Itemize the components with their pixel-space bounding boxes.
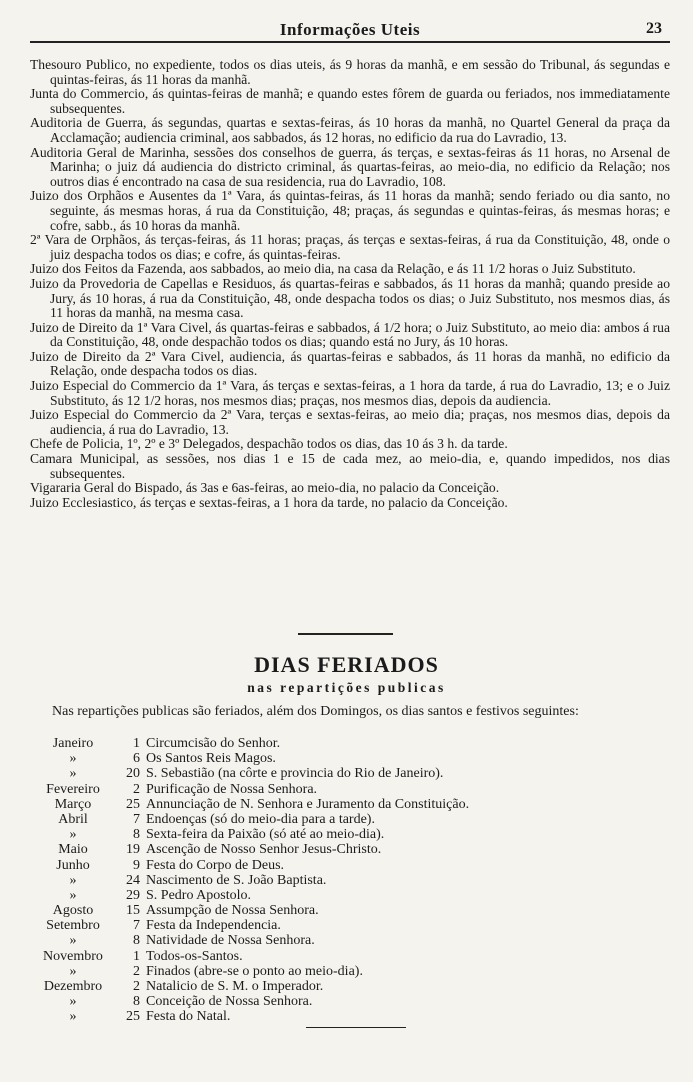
holiday-day: 15 — [126, 903, 140, 919]
holiday-description: Festa do Corpo de Deus. — [146, 857, 285, 873]
holiday-row — [34, 827, 654, 842]
holiday-month: Maio — [58, 842, 88, 858]
header-rule — [30, 41, 670, 43]
holiday-description: S. Sebastião (na côrte e provincia do Rio de Janeiro). — [146, 766, 444, 782]
holiday-month: » — [69, 827, 77, 843]
office-hours-list — [30, 58, 670, 510]
holiday-day: 2 — [133, 963, 140, 979]
holiday-month: Dezembro — [43, 979, 103, 994]
holiday-row — [34, 812, 654, 827]
office-entry: Juizo da Provedoria de Capellas e Residuos, ás quartas-feiras e sabbados, ás 11 horas da manhã; quando preside ao Jury, ás 10 horas, á rua da Constituição, 48, onde despacha todos os dias; o Juiz Substituto, nos mesmos dias, ás 11 horas da manhã, na mesma casa. — [30, 275, 670, 321]
holiday-row — [34, 979, 654, 994]
holiday-day: 2 — [133, 781, 140, 797]
holiday-day: 1 — [133, 948, 140, 964]
holiday-month: Fevereiro — [46, 781, 100, 797]
holiday-day: 9 — [133, 857, 140, 873]
holiday-row — [34, 873, 654, 888]
holiday-description: Assumpção de Nossa Senhora. — [146, 903, 319, 919]
holiday-description: S. Pedro Apostolo. — [146, 887, 252, 903]
holiday-day: 2 — [133, 979, 140, 994]
holiday-description: Natividade de Nossa Senhora. — [146, 933, 315, 949]
holiday-description: Annunciação de N. Senhora e Juramento da Constituição. — [146, 796, 470, 812]
holiday-row — [34, 1009, 654, 1024]
holiday-description: Os Santos Reis Magos. — [146, 751, 276, 767]
holiday-row — [34, 736, 654, 751]
holiday-month: » — [69, 751, 77, 767]
holiday-day: 25 — [126, 1009, 140, 1025]
holiday-row — [34, 933, 654, 948]
holiday-day: 8 — [133, 827, 140, 843]
holiday-row — [34, 797, 654, 812]
holiday-row — [34, 888, 654, 903]
holiday-row — [34, 903, 654, 918]
holiday-day: 8 — [133, 994, 140, 1010]
office-entry: 2ª Vara de Orphãos, ás terças-feiras, ás 11 horas; praças, ás terças e sextas-feiras, á rua da Constituição, 48, onde o juiz despacha todos os dias; e cofre, ás quintas-feiras. — [30, 232, 670, 262]
holiday-month: Agosto — [52, 903, 94, 919]
page-number: 23 — [646, 20, 662, 37]
holiday-row — [34, 964, 654, 979]
holiday-description: Sexta-feira da Paixão (só até ao meio-dia). — [146, 827, 385, 843]
holiday-day: 20 — [126, 766, 140, 782]
section-divider — [298, 633, 393, 635]
holiday-description: Todos-os-Santos. — [146, 948, 243, 964]
holiday-description: Nascimento de S. João Baptista. — [146, 872, 327, 888]
holiday-description: Finados (abre-se o ponto ao meio-dia). — [146, 963, 363, 979]
office-entry: Auditoria de Guerra, ás segundas, quartas e sextas-feiras, ás 10 horas da manhã, no Quartel General da praça da Acclamação; audiencia criminal, aos sabbados, ás 12 horas, no edificio da rua do Lavradio, 13. — [30, 115, 670, 145]
office-entry: Chefe de Policia, 1º, 2º e 3º Delegados, despachão todos os dias, das 10 ás 3 h. da tarde. — [30, 436, 508, 452]
office-entry: Juizo dos Feitos da Fazenda, aos sabbados, ao meio dia, na casa da Relação, e ás 11 1/2 horas o Juiz Substituto. — [30, 261, 636, 277]
holiday-month: Junho — [56, 857, 90, 873]
holiday-row — [34, 782, 654, 797]
holiday-description: Endoenças (só do meio-dia para a tarde). — [146, 811, 375, 827]
holiday-description: Purificação de Nossa Senhora. — [146, 781, 318, 797]
holiday-month: Setembro — [46, 918, 100, 934]
holiday-month: Março — [54, 796, 92, 812]
holiday-month: » — [69, 766, 77, 782]
office-entry: Juizo Especial do Commercio da 1ª Vara, ás terças e sextas-feiras, a 1 hora da tarde, á rua do Lavradio, 13; e o Juiz Substituto, ás 12 1/2 horas, nos mesmos dias; praças, nos mesmos dias, depois da audiencia. — [30, 378, 670, 408]
section-subtitle: nas repartições publicas — [247, 680, 446, 695]
page-header — [30, 20, 670, 42]
holiday-day: 8 — [133, 933, 140, 949]
holiday-month: » — [69, 994, 77, 1010]
holiday-month: Janeiro — [52, 736, 94, 751]
holiday-day: 6 — [133, 751, 140, 767]
office-entry: Juizo dos Orphãos e Ausentes da 1ª Vara, ás quintas-feiras, ás 11 horas da manhã; sendo feriado ou dia santo, no seguinte, ás mesmas horas, á rua da Constituição, 48; praças, ás segundas e quintas-feiras, ás mesmas horas; e cofre, sabb., ás 10 horas da manhã. — [30, 188, 670, 233]
holiday-day: 29 — [126, 887, 140, 903]
holiday-day: 24 — [126, 872, 140, 888]
holiday-month: » — [69, 963, 77, 979]
holiday-month: » — [69, 872, 77, 888]
holiday-description: Festa do Natal. — [146, 1009, 231, 1025]
holiday-month: » — [69, 887, 77, 903]
holiday-day: 19 — [126, 842, 140, 858]
end-rule — [306, 1027, 406, 1028]
holiday-description: Natalicio de S. M. o Imperador. — [146, 979, 324, 994]
office-entry: Thesouro Publico, no expediente, todos os dias uteis, ás 9 horas da manhã, e em sessão do Tribunal, ás segundas e quintas-feiras, ás 11 horas da manhã. — [30, 57, 670, 87]
office-entry: Auditoria Geral de Marinha, sessões dos conselhos de guerra, ás terças, e sextas-feiras ás 11 horas, no Arsenal de Marinha; o juiz dá audiencia do districto criminal, ás quartas-feiras, ao meio-dia, no edificio da Relação; nos outros dias é encontrado na casa de sua residencia, rua do Lavradio, 108. — [30, 144, 670, 189]
holiday-month: » — [69, 933, 77, 949]
holiday-row — [34, 918, 654, 933]
holiday-description: Circumcisão do Senhor. — [146, 736, 281, 751]
holiday-row — [34, 949, 654, 964]
holiday-row — [34, 751, 654, 766]
office-entry: Juizo de Direito da 2ª Vara Civel, audiencia, ás quartas-feiras e sabbados, ás 11 horas da manhã, no edificio da Relação, onde despacha todos os dias. — [30, 348, 670, 379]
section-title: DIAS FERIADOS — [254, 652, 439, 677]
holiday-description: Festa da Independencia. — [146, 918, 281, 934]
office-entry: Vigararia Geral do Bispado, ás 3as e 6as-feiras, ao meio-dia, no palacio da Conceição. — [30, 480, 500, 496]
office-entry: Camara Municipal, as sessões, nos dias 1 e 15 de cada mez, ao meio-dia, e, quando impedidos, nos dias subsequentes. — [30, 451, 670, 481]
office-entry: Juizo Ecclesiastico, ás terças e sextas-feiras, a 1 hora da tarde, no palacio da Conceição. — [30, 494, 508, 510]
holiday-day: 25 — [126, 796, 140, 812]
holiday-row — [34, 842, 654, 857]
holiday-row — [34, 766, 654, 781]
holidays-intro: Nas repartições publicas são feriados, além dos Domingos, os dias santos e festivos seguintes: — [52, 704, 579, 719]
office-entry: Juizo Especial do Commercio da 2ª Vara, terças e sextas-feiras, ao meio dia; praças, nos mesmos dias, depois da audiencia, á rua do Lavradio, 13. — [30, 407, 670, 437]
holiday-row — [34, 858, 654, 873]
running-title: Informações Uteis — [279, 20, 421, 39]
holiday-month: » — [69, 1009, 77, 1025]
holidays-table — [34, 736, 654, 1025]
holiday-description: Ascenção de Nosso Senhor Jesus-Christo. — [146, 842, 382, 858]
holiday-day: 1 — [133, 736, 140, 751]
holiday-day: 7 — [133, 811, 140, 827]
office-entry: Juizo de Direito da 1ª Vara Civel, ás quartas-feiras e sabbados, á 1/2 hora; o Juiz Substituto, ao meio dia: ambos á rua da Constituição, 48, onde despachão todos os dias; quando está no Jury, ás 10 horas. — [30, 319, 670, 350]
holiday-description: Conceição de Nossa Senhora. — [146, 994, 313, 1010]
holiday-month: Novembro — [43, 948, 103, 964]
holiday-day: 7 — [133, 918, 140, 934]
holiday-row — [34, 994, 654, 1009]
holiday-month: Abril — [58, 811, 88, 827]
office-entry: Junta do Commercio, ás quintas-feiras de manhã; e quando estes fôrem de guarda ou feriados, nos immediatamente subsequentes. — [30, 86, 670, 116]
